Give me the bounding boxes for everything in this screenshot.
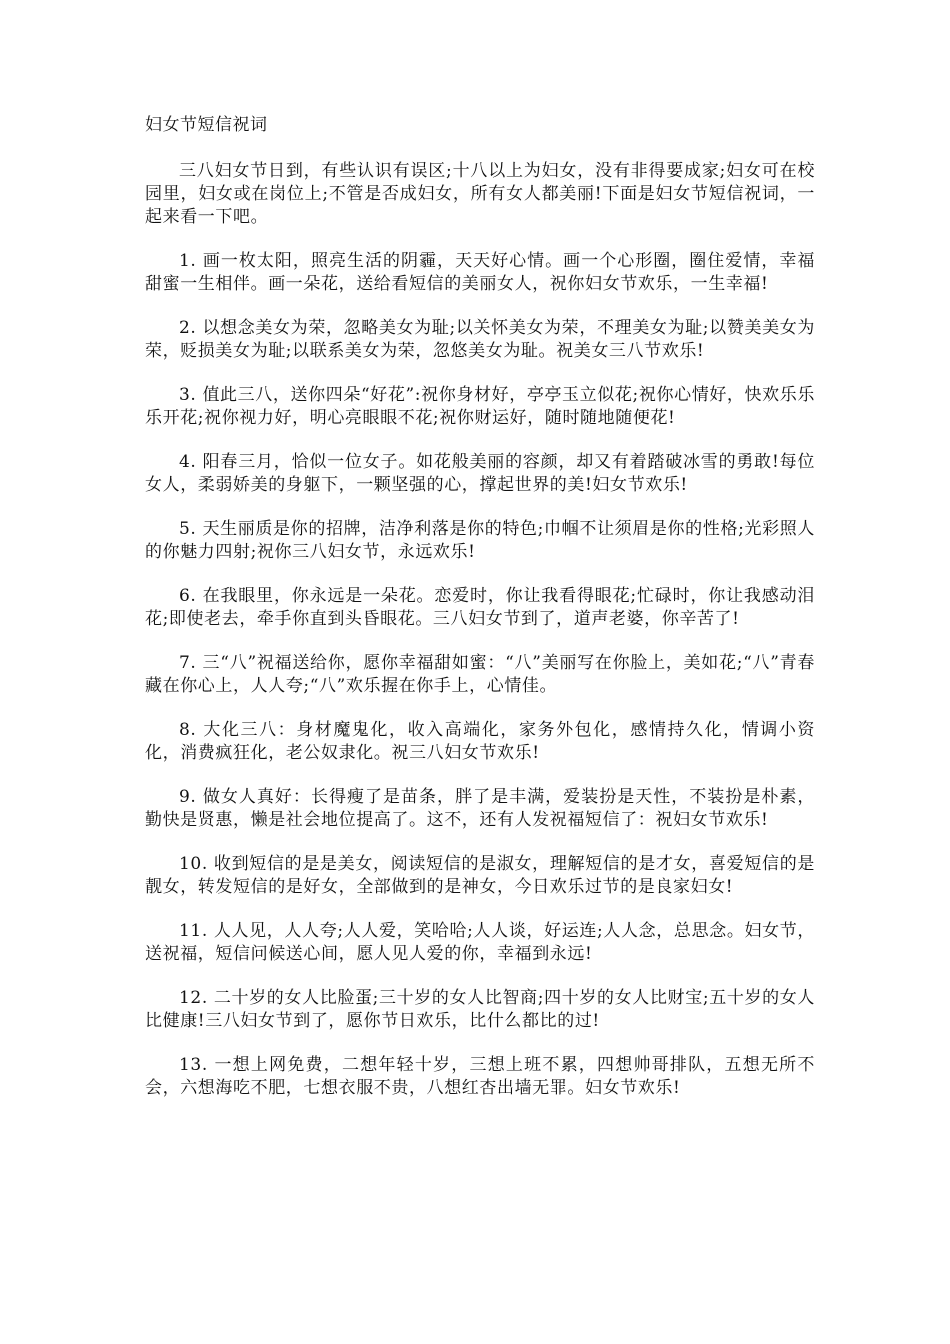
document-title: 妇女节短信祝词 [145,115,268,135]
wish-paragraph-5: 5. 天生丽质是你的招牌，洁净利落是你的特色;巾帼不让须眉是你的性格;光彩照人的你魅力四射;祝你三八妇女节，永远欢乐! [145,519,815,562]
wish-paragraph-6: 6. 在我眼里，你永远是一朵花。恋爱时，你让我看得眼花;忙碌时，你让我感动泪花;即使老去，牵手你直到头昏眼花。三八妇女节到了，道声老婆，你辛苦了! [145,586,815,629]
wish-paragraph-8: 8. 大化三八：身材魔鬼化，收入高端化，家务外包化，感情持久化，情调小资化，消费疯狂化，老公奴隶化。祝三八妇女节欢乐! [145,720,815,763]
wish-paragraph-11: 11. 人人见，人人夸;人人爱，笑哈哈;人人谈，好运连;人人念，总思念。妇女节，送祝福，短信问候送心间，愿人见人爱的你，幸福到永远! [145,921,815,964]
document-page [145,112,815,1121]
wish-paragraph-3: 3. 值此三八，送你四朵“好花”:祝你身材好，亭亭玉立似花;祝你心情好，快欢乐乐乐开花;祝你视力好，明心亮眼眼不花;祝你财运好，随时随地随便花! [145,385,815,428]
wish-paragraph-9: 9. 做女人真好：长得瘦了是苗条，胖了是丰满，爱装扮是天性，不装扮是朴素，勤快是贤惠，懒是社会地位提高了。这不，还有人发祝福短信了：祝妇女节欢乐! [145,787,815,830]
wish-paragraph-13: 13. 一想上网免费，二想年轻十岁，三想上班不累，四想帅哥排队，五想无所不会，六想海吃不肥，七想衣服不贵，八想红杏出墙无罪。妇女节欢乐! [145,1055,815,1098]
wish-paragraph-12: 12. 二十岁的女人比脸蛋;三十岁的女人比智商;四十岁的女人比财宝;五十岁的女人比健康!三八妇女节到了，愿你节日欢乐，比什么都比的过! [145,988,815,1031]
wish-paragraph-7: 7. 三“八”祝福送给你，愿你幸福甜如蜜：“八”美丽写在你脸上，美如花;“八”青春藏在你心上，人人夸;“八”欢乐握在你手上，心情佳。 [145,653,815,696]
intro-paragraph: 三八妇女节日到，有些认识有误区;十八以上为妇女，没有非得要成家;妇女可在校园里，妇女或在岗位上;不管是否成妇女，所有女人都美丽!下面是妇女节短信祝词，一起来看一下吧。 [145,161,815,227]
wish-paragraph-4: 4. 阳春三月，恰似一位女子。如花般美丽的容颜，却又有着踏破冰雪的勇敢!每位女人，柔弱娇美的身躯下，一颗坚强的心，撑起世界的美!妇女节欢乐! [145,452,815,495]
wish-paragraph-10: 10. 收到短信的是是美女，阅读短信的是淑女，理解短信的是才女，喜爱短信的是靓女，转发短信的是好女，全部做到的是神女，今日欢乐过节的是良家妇女! [145,854,815,897]
wish-paragraph-2: 2. 以想念美女为荣，忽略美女为耻;以关怀美女为荣，不理美女为耻;以赞美美女为荣，贬损美女为耻;以联系美女为荣，忽悠美女为耻。祝美女三八节欢乐! [145,318,815,361]
wish-paragraph-1: 1. 画一枚太阳，照亮生活的阴霾，天天好心情。画一个心形圈，圈住爱情，幸福甜蜜一生相伴。画一朵花，送给看短信的美丽女人，祝你妇女节欢乐，一生幸福! [145,251,815,294]
